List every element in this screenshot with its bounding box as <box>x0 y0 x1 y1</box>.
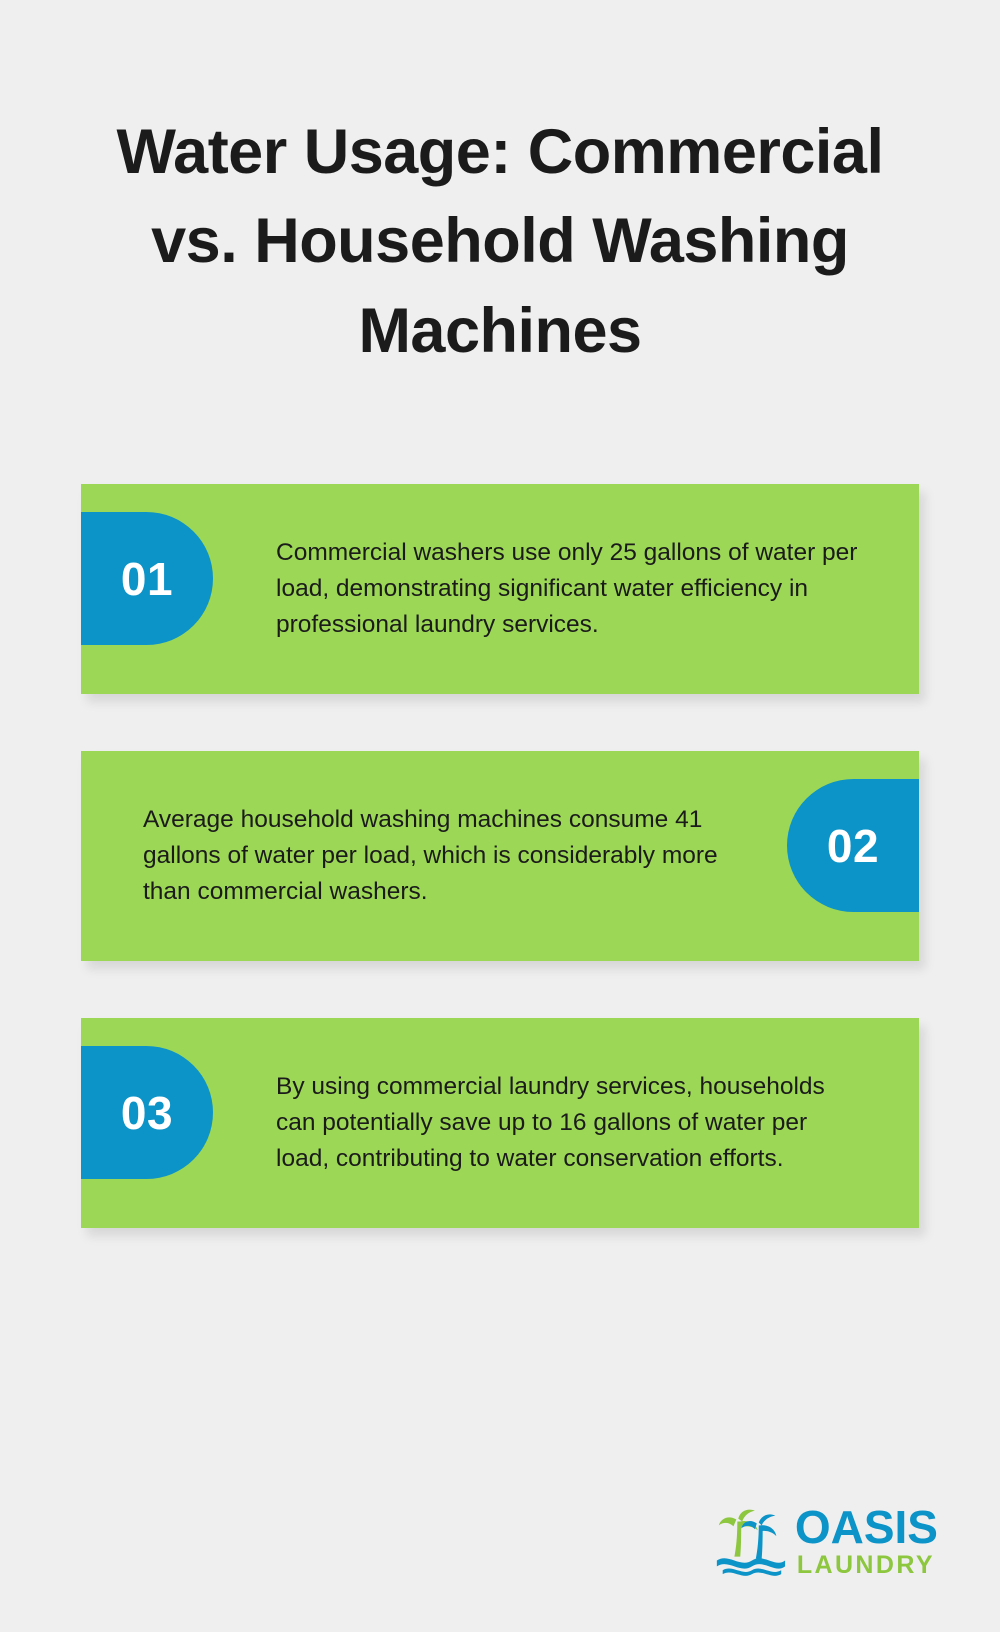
item-text: Commercial washers use only 25 gallons of water per load, demonstrating significant water efficiency in professional laundry services. <box>276 539 858 639</box>
list-item <box>81 484 919 694</box>
palm-tree-waves-icon <box>711 1502 789 1580</box>
list-item <box>81 1018 919 1228</box>
item-number-badge: 01 <box>81 512 213 645</box>
brand-name-primary: OASIS <box>794 1501 938 1553</box>
page-title: Water Usage: Commercial vs. Household Washing Machines <box>116 117 884 366</box>
brand-name-secondary: LAUNDRY <box>796 1551 935 1579</box>
item-text: By using commercial laundry services, households can potentially save up to 16 gallons of water per load, contributing to water conservation efforts. <box>276 1073 825 1173</box>
fact-list <box>0 484 1000 1228</box>
brand-logo <box>711 1502 938 1580</box>
item-number-badge: 03 <box>81 1046 213 1179</box>
item-text: Average household washing machines consume 41 gallons of water per load, which is considerably more than commercial washers. <box>143 806 718 906</box>
list-item <box>81 751 919 961</box>
item-number-badge: 02 <box>787 779 919 912</box>
brand-wordmark <box>794 1501 938 1579</box>
